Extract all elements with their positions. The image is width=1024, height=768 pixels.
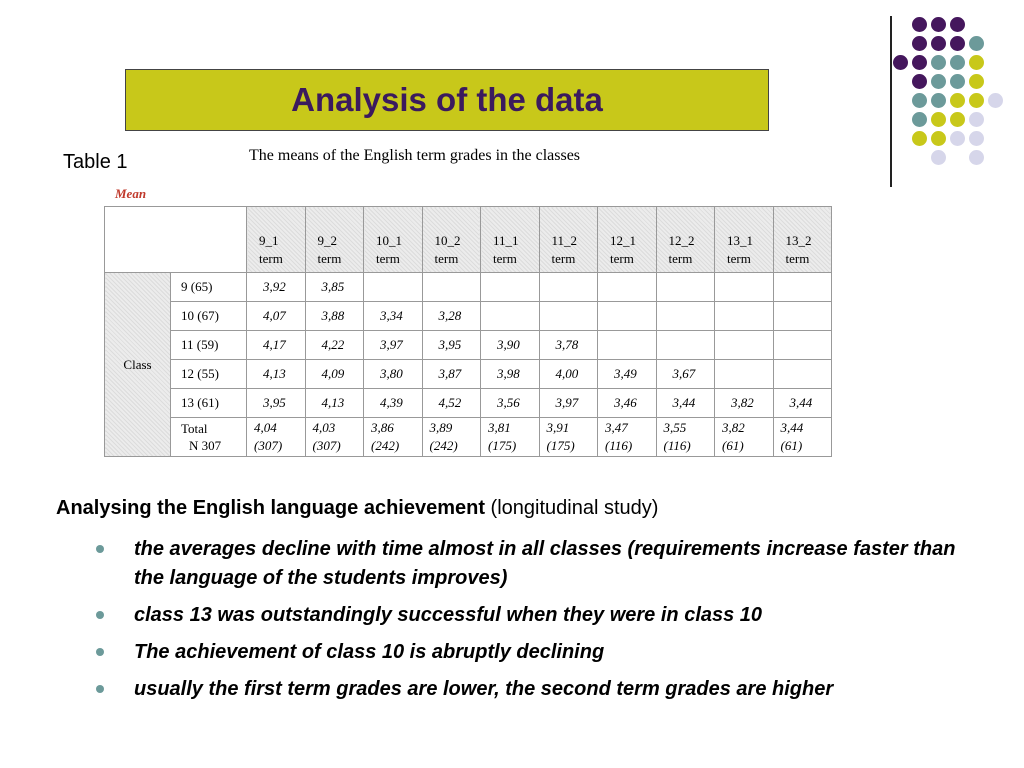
grade-cell: 4,17 — [247, 331, 306, 360]
decor-dot — [931, 112, 946, 127]
total-n: (242) — [371, 438, 400, 453]
subheading-normal: (longitudinal study) — [485, 497, 659, 519]
decor-dot — [950, 17, 965, 32]
decor-dot — [969, 74, 984, 89]
grade-cell: 3,49 — [598, 360, 657, 389]
grade-cell — [539, 273, 598, 302]
decor-dot — [950, 131, 965, 146]
total-mean: 4,03 — [312, 420, 336, 435]
grade-cell — [598, 273, 657, 302]
header-code: 10_1 — [376, 233, 402, 248]
total-mean: 3,47 — [605, 420, 628, 435]
bullet-icon — [96, 611, 104, 619]
decorative-vertical-rule — [890, 16, 892, 187]
header-code: 11_1 — [493, 233, 519, 248]
grade-cell: 4,13 — [305, 389, 364, 418]
decor-dot — [931, 55, 946, 70]
grade-cell — [598, 302, 657, 331]
total-cell — [422, 418, 481, 457]
bullet-text: usually the first term grades are lower, the second term grades are higher — [134, 678, 834, 700]
grade-cell — [656, 273, 715, 302]
total-n: (116) — [663, 438, 691, 453]
grade-cell: 3,92 — [247, 273, 306, 302]
grade-cell — [773, 273, 832, 302]
decor-dot — [912, 74, 927, 89]
total-label — [171, 418, 247, 457]
subheading-bold: Analysing the English language achievement — [56, 497, 485, 519]
total-label-line: Total — [181, 421, 208, 436]
grade-cell — [715, 302, 774, 331]
total-n: (175) — [546, 438, 575, 453]
total-mean: 3,81 — [488, 420, 511, 435]
header-word: term — [317, 251, 342, 266]
decor-dot — [931, 93, 946, 108]
grade-cell: 3,34 — [364, 302, 423, 331]
total-row — [105, 418, 832, 457]
header-code: 13_2 — [785, 233, 812, 248]
header-code: 12_2 — [668, 233, 695, 248]
total-mean: 3,89 — [429, 420, 453, 435]
grade-cell — [539, 302, 598, 331]
grade-cell: 3,82 — [715, 389, 774, 418]
decor-dot — [893, 55, 908, 70]
grade-cell — [715, 273, 774, 302]
header-word: term — [493, 251, 517, 266]
header-cell — [481, 207, 540, 273]
decor-dot — [969, 93, 984, 108]
total-mean: 3,86 — [371, 420, 394, 435]
grade-cell — [364, 273, 423, 302]
header-word: term — [610, 251, 634, 266]
decor-dot — [912, 55, 927, 70]
grade-cell: 3,88 — [305, 302, 364, 331]
total-mean: 3,82 — [722, 420, 745, 435]
decor-dot — [950, 36, 965, 51]
total-n: (242) — [429, 438, 458, 453]
table-row — [105, 360, 832, 389]
grade-cell: 3,28 — [422, 302, 481, 331]
bullet-icon — [96, 648, 104, 656]
table-row — [105, 331, 832, 360]
header-code: 13_1 — [727, 233, 753, 248]
total-mean: 4,04 — [254, 420, 277, 435]
grade-cell: 3,95 — [422, 331, 481, 360]
bullet-text: class 13 was outstandingly successful when they were in class 10 — [134, 604, 763, 626]
total-n-line: N 307 — [189, 438, 222, 453]
header-cell — [773, 207, 832, 273]
total-n: (61) — [722, 438, 744, 453]
bullet-icon — [96, 545, 104, 553]
decor-dot — [969, 36, 984, 51]
header-word: term — [727, 251, 751, 266]
grade-cell: 3,90 — [481, 331, 540, 360]
total-n: (61) — [780, 438, 803, 453]
total-cell — [305, 418, 364, 457]
grade-cell: 4,07 — [247, 302, 306, 331]
decor-dot — [969, 150, 984, 165]
decor-dot — [912, 36, 927, 51]
header-word: term — [259, 251, 283, 266]
bullet-item — [96, 638, 976, 667]
grade-cell: 3,46 — [598, 389, 657, 418]
grade-cell: 4,09 — [305, 360, 364, 389]
total-cell — [773, 418, 832, 457]
grade-cell — [656, 331, 715, 360]
title-banner — [125, 69, 769, 131]
table-header-row — [105, 207, 832, 273]
decor-dot — [912, 131, 927, 146]
total-cell — [247, 418, 306, 457]
grade-cell: 3,78 — [539, 331, 598, 360]
grade-cell — [715, 360, 774, 389]
grade-cell — [773, 331, 832, 360]
header-word: term — [434, 251, 459, 266]
total-cell — [539, 418, 598, 457]
header-code: 12_1 — [610, 233, 636, 248]
header-code: 9_1 — [259, 233, 279, 248]
grade-cell — [656, 302, 715, 331]
row-label: 13 (61) — [171, 389, 247, 418]
total-n: (175) — [488, 438, 517, 453]
grade-cell: 3,56 — [481, 389, 540, 418]
grade-cell — [422, 273, 481, 302]
total-mean: 3,44 — [780, 420, 804, 435]
grade-cell: 4,52 — [422, 389, 481, 418]
grades-table — [104, 206, 832, 457]
total-cell — [364, 418, 423, 457]
decor-dot — [950, 112, 965, 127]
bullet-item — [96, 601, 976, 630]
decor-dot — [950, 93, 965, 108]
findings-list — [96, 535, 976, 712]
bullet-item — [96, 675, 976, 704]
bullet-text: The achievement of class 10 is abruptly declining — [134, 641, 605, 663]
header-word: term — [551, 251, 576, 266]
bullet-icon — [96, 685, 104, 693]
total-cell — [598, 418, 657, 457]
grade-cell: 4,00 — [539, 360, 598, 389]
header-corner-cell — [105, 207, 247, 273]
table-label: Table 1 — [63, 151, 128, 173]
decor-dot — [931, 150, 946, 165]
grade-cell: 3,80 — [364, 360, 423, 389]
row-label: 12 (55) — [171, 360, 247, 389]
decor-dot — [950, 55, 965, 70]
decor-dot — [950, 74, 965, 89]
decor-dot — [931, 131, 946, 146]
row-label: 10 (67) — [171, 302, 247, 331]
header-word: term — [668, 251, 693, 266]
grade-cell — [481, 302, 540, 331]
total-mean: 3,91 — [546, 420, 570, 435]
grade-cell — [773, 360, 832, 389]
decor-dot — [912, 93, 927, 108]
table-row — [105, 273, 832, 302]
total-cell — [656, 418, 715, 457]
decor-dot — [969, 55, 984, 70]
grade-cell: 4,22 — [305, 331, 364, 360]
decor-dot — [969, 131, 984, 146]
decor-dot — [912, 17, 927, 32]
header-cell — [539, 207, 598, 273]
grade-cell: 4,13 — [247, 360, 306, 389]
mean-label: Mean — [115, 186, 147, 201]
grade-cell: 3,85 — [305, 273, 364, 302]
total-n: (116) — [605, 438, 633, 453]
total-n: (307) — [254, 438, 283, 453]
row-label: 11 (59) — [171, 331, 247, 360]
grade-cell — [598, 331, 657, 360]
table-row — [105, 389, 832, 418]
header-code: 11_2 — [551, 233, 578, 248]
header-word: term — [785, 251, 810, 266]
grade-cell: 3,97 — [539, 389, 598, 418]
decor-dot — [969, 112, 984, 127]
grade-cell: 3,44 — [656, 389, 715, 418]
grade-cell: 3,97 — [364, 331, 423, 360]
header-cell — [364, 207, 423, 273]
total-cell — [481, 418, 540, 457]
header-cell — [422, 207, 481, 273]
bullet-item — [96, 535, 976, 593]
grade-cell: 3,67 — [656, 360, 715, 389]
header-code: 10_2 — [434, 233, 461, 248]
table-row — [105, 302, 832, 331]
decor-dot — [912, 112, 927, 127]
grade-cell — [773, 302, 832, 331]
total-cell — [715, 418, 774, 457]
decor-dot — [988, 93, 1003, 108]
header-cell — [305, 207, 364, 273]
grade-cell: 3,87 — [422, 360, 481, 389]
decor-dot — [931, 36, 946, 51]
row-label: 9 (65) — [171, 273, 247, 302]
header-word: term — [376, 251, 400, 266]
grade-cell: 3,98 — [481, 360, 540, 389]
slide-title: Analysis of the data — [291, 81, 603, 118]
header-cell — [598, 207, 657, 273]
header-cell — [247, 207, 306, 273]
analysis-subheading — [56, 497, 658, 520]
table-caption: The means of the English term grades in the classes — [249, 147, 581, 164]
total-mean: 3,55 — [663, 420, 687, 435]
header-cell — [656, 207, 715, 273]
class-label: Class — [105, 273, 171, 457]
grade-cell: 3,95 — [247, 389, 306, 418]
grade-cell: 3,44 — [773, 389, 832, 418]
grade-cell — [715, 331, 774, 360]
grade-cell — [481, 273, 540, 302]
decor-dot — [931, 74, 946, 89]
total-n: (307) — [312, 438, 341, 453]
header-cell — [715, 207, 774, 273]
grade-cell: 4,39 — [364, 389, 423, 418]
bullet-text: the averages decline with time almost in all classes (requirements increase faster than the language of the students improves) — [134, 538, 956, 589]
decor-dot — [931, 17, 946, 32]
header-code: 9_2 — [317, 233, 337, 248]
